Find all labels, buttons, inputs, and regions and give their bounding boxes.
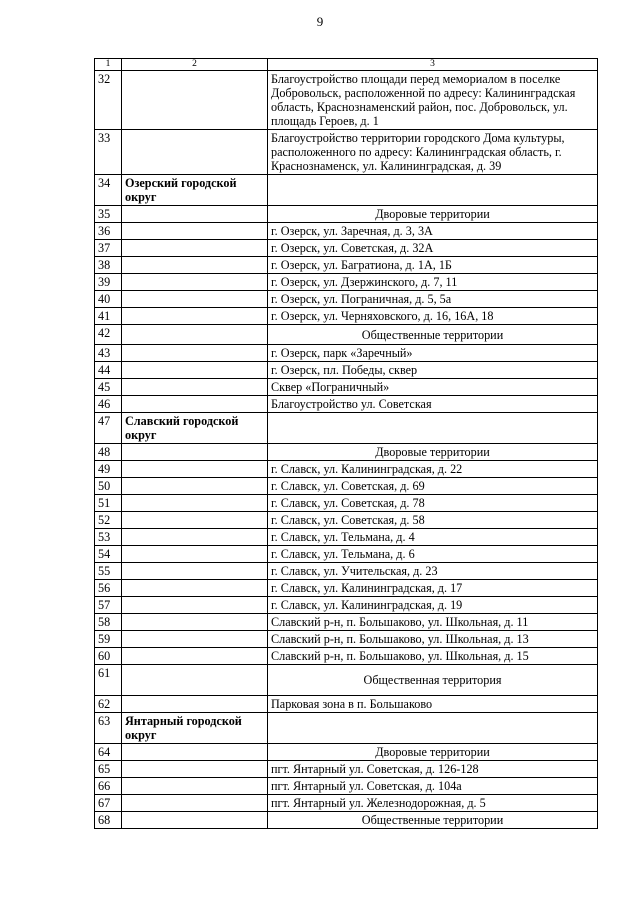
row-number: 45	[95, 379, 122, 396]
territory-cell: Славский р-н, п. Большаково, ул. Школьная, д. 11	[268, 614, 598, 631]
territory-cell: г. Озерск, ул. Советская, д. 32А	[268, 240, 598, 257]
row-number: 46	[95, 396, 122, 413]
row-number: 67	[95, 795, 122, 812]
table-row	[95, 345, 598, 362]
table-row	[95, 495, 598, 512]
table-row	[95, 648, 598, 665]
table-row	[95, 71, 598, 130]
territory-cell: г. Озерск, ул. Дзержинского, д. 7, 11	[268, 274, 598, 291]
territory-cell	[268, 175, 598, 206]
row-number: 36	[95, 223, 122, 240]
territory-cell: Общественные территории	[268, 325, 598, 345]
row-number: 63	[95, 713, 122, 744]
territory-cell: г. Озерск, ул. Багратиона, д. 1А, 1Б	[268, 257, 598, 274]
district-cell	[122, 512, 268, 529]
table-row	[95, 478, 598, 495]
territory-cell: г. Славск, ул. Советская, д. 58	[268, 512, 598, 529]
territory-cell: Сквер «Пограничный»	[268, 379, 598, 396]
table-row	[95, 744, 598, 761]
district-cell	[122, 379, 268, 396]
table-row	[95, 396, 598, 413]
district-cell	[122, 345, 268, 362]
district-cell	[122, 665, 268, 696]
row-number: 56	[95, 580, 122, 597]
row-number: 61	[95, 665, 122, 696]
territory-cell: Общественная территория	[268, 665, 598, 696]
row-number: 64	[95, 744, 122, 761]
district-cell	[122, 461, 268, 478]
row-number: 68	[95, 812, 122, 829]
row-number: 55	[95, 563, 122, 580]
table-row	[95, 206, 598, 223]
table-row	[95, 597, 598, 614]
row-number: 37	[95, 240, 122, 257]
district-cell	[122, 546, 268, 563]
row-number: 41	[95, 308, 122, 325]
district-cell	[122, 274, 268, 291]
row-number: 48	[95, 444, 122, 461]
table-row	[95, 512, 598, 529]
territory-cell: г. Славск, ул. Учительская, д. 23	[268, 563, 598, 580]
district-cell	[122, 478, 268, 495]
district-cell	[122, 444, 268, 461]
district-cell	[122, 223, 268, 240]
row-number: 38	[95, 257, 122, 274]
row-number: 58	[95, 614, 122, 631]
territory-cell: г. Озерск, ул. Заречная, д. 3, 3А	[268, 223, 598, 240]
territory-cell: г. Славск, ул. Тельмана, д. 6	[268, 546, 598, 563]
territory-cell: г. Славск, ул. Тельмана, д. 4	[268, 529, 598, 546]
district-cell	[122, 206, 268, 223]
territory-cell: Благоустройство площади перед мемориалом в поселке Добровольск, расположенной по адресу: Калининградская область, Краснознаменский район, пос. Добровольск, ул. площадь Героев, д. 1	[268, 71, 598, 130]
row-number: 49	[95, 461, 122, 478]
district-cell: Славский городской округ	[122, 413, 268, 444]
district-cell	[122, 580, 268, 597]
territory-cell: Славский р-н, п. Большаково, ул. Школьная, д. 15	[268, 648, 598, 665]
district-cell	[122, 325, 268, 345]
table-row	[95, 614, 598, 631]
district-cell	[122, 696, 268, 713]
row-number: 39	[95, 274, 122, 291]
table-row	[95, 130, 598, 175]
district-cell	[122, 795, 268, 812]
row-number: 62	[95, 696, 122, 713]
district-cell	[122, 812, 268, 829]
table-row	[95, 546, 598, 563]
table-row	[95, 795, 598, 812]
district-cell	[122, 308, 268, 325]
table-row	[95, 308, 598, 325]
territory-cell: г. Озерск, пл. Победы, сквер	[268, 362, 598, 379]
table-row	[95, 257, 598, 274]
territory-cell: г. Славск, ул. Калининградская, д. 22	[268, 461, 598, 478]
district-cell	[122, 291, 268, 308]
row-number: 52	[95, 512, 122, 529]
table-row	[95, 563, 598, 580]
district-cell	[122, 396, 268, 413]
district-cell	[122, 240, 268, 257]
territory-cell: пгт. Янтарный ул. Железнодорожная, д. 5	[268, 795, 598, 812]
territory-cell: Славский р-н, п. Большаково, ул. Школьная, д. 13	[268, 631, 598, 648]
table-row	[95, 413, 598, 444]
territory-cell: г. Озерск, ул. Пограничная, д. 5, 5а	[268, 291, 598, 308]
table-row	[95, 444, 598, 461]
territory-cell: Парковая зона в п. Большаково	[268, 696, 598, 713]
row-number: 44	[95, 362, 122, 379]
territory-cell: Благоустройство ул. Советская	[268, 396, 598, 413]
table-row	[95, 362, 598, 379]
territory-cell: г. Озерск, ул. Черняховского, д. 16, 16А, 18	[268, 308, 598, 325]
territory-cell: Дворовые территории	[268, 444, 598, 461]
district-cell	[122, 614, 268, 631]
territory-table	[94, 58, 598, 829]
header-col-3: 3	[268, 59, 598, 71]
district-cell	[122, 597, 268, 614]
row-number: 54	[95, 546, 122, 563]
header-col-2: 2	[122, 59, 268, 71]
district-cell	[122, 130, 268, 175]
row-number: 57	[95, 597, 122, 614]
territory-cell: Дворовые территории	[268, 206, 598, 223]
row-number: 65	[95, 761, 122, 778]
district-cell	[122, 778, 268, 795]
table-row	[95, 761, 598, 778]
territory-cell: Благоустройство территории городского Дома культуры, расположенного по адресу: Калининградская область, г. Краснознаменск, ул. Калининградская, д. 39	[268, 130, 598, 175]
table-row	[95, 713, 598, 744]
district-cell	[122, 631, 268, 648]
row-number: 60	[95, 648, 122, 665]
district-cell	[122, 744, 268, 761]
table-row	[95, 631, 598, 648]
territory-cell: г. Славск, ул. Калининградская, д. 19	[268, 597, 598, 614]
territory-cell	[268, 413, 598, 444]
row-number: 32	[95, 71, 122, 130]
table-row	[95, 580, 598, 597]
territory-cell: г. Озерск, парк «Заречный»	[268, 345, 598, 362]
table-row	[95, 461, 598, 478]
table-row	[95, 665, 598, 696]
district-cell	[122, 362, 268, 379]
table-row	[95, 291, 598, 308]
district-cell: Озерский городской округ	[122, 175, 268, 206]
table-row	[95, 240, 598, 257]
district-cell	[122, 71, 268, 130]
table-row	[95, 274, 598, 291]
row-number: 34	[95, 175, 122, 206]
row-number: 33	[95, 130, 122, 175]
table-row	[95, 175, 598, 206]
header-col-1: 1	[95, 59, 122, 71]
territory-cell	[268, 713, 598, 744]
row-number: 35	[95, 206, 122, 223]
table-row	[95, 529, 598, 546]
district-cell	[122, 648, 268, 665]
row-number: 50	[95, 478, 122, 495]
district-cell	[122, 529, 268, 546]
table-row	[95, 325, 598, 345]
district-cell	[122, 761, 268, 778]
row-number: 51	[95, 495, 122, 512]
district-cell: Янтарный городской округ	[122, 713, 268, 744]
district-cell	[122, 563, 268, 580]
page-number: 9	[316, 14, 324, 29]
row-number: 42	[95, 325, 122, 345]
territory-cell: Общественные территории	[268, 812, 598, 829]
territory-cell: г. Славск, ул. Калининградская, д. 17	[268, 580, 598, 597]
territory-cell: Дворовые территории	[268, 744, 598, 761]
row-number: 43	[95, 345, 122, 362]
district-cell	[122, 495, 268, 512]
row-number: 59	[95, 631, 122, 648]
territory-cell: пгт. Янтарный ул. Советская, д. 126-128	[268, 761, 598, 778]
row-number: 40	[95, 291, 122, 308]
territory-cell: пгт. Янтарный ул. Советская, д. 104а	[268, 778, 598, 795]
row-number: 66	[95, 778, 122, 795]
table-row	[95, 696, 598, 713]
row-number: 47	[95, 413, 122, 444]
district-cell	[122, 257, 268, 274]
table-row	[95, 812, 598, 829]
territory-cell: г. Славск, ул. Советская, д. 69	[268, 478, 598, 495]
table-row	[95, 778, 598, 795]
territory-cell: г. Славск, ул. Советская, д. 78	[268, 495, 598, 512]
table-header-row	[95, 59, 598, 71]
row-number: 53	[95, 529, 122, 546]
table-row	[95, 379, 598, 396]
table-row	[95, 223, 598, 240]
